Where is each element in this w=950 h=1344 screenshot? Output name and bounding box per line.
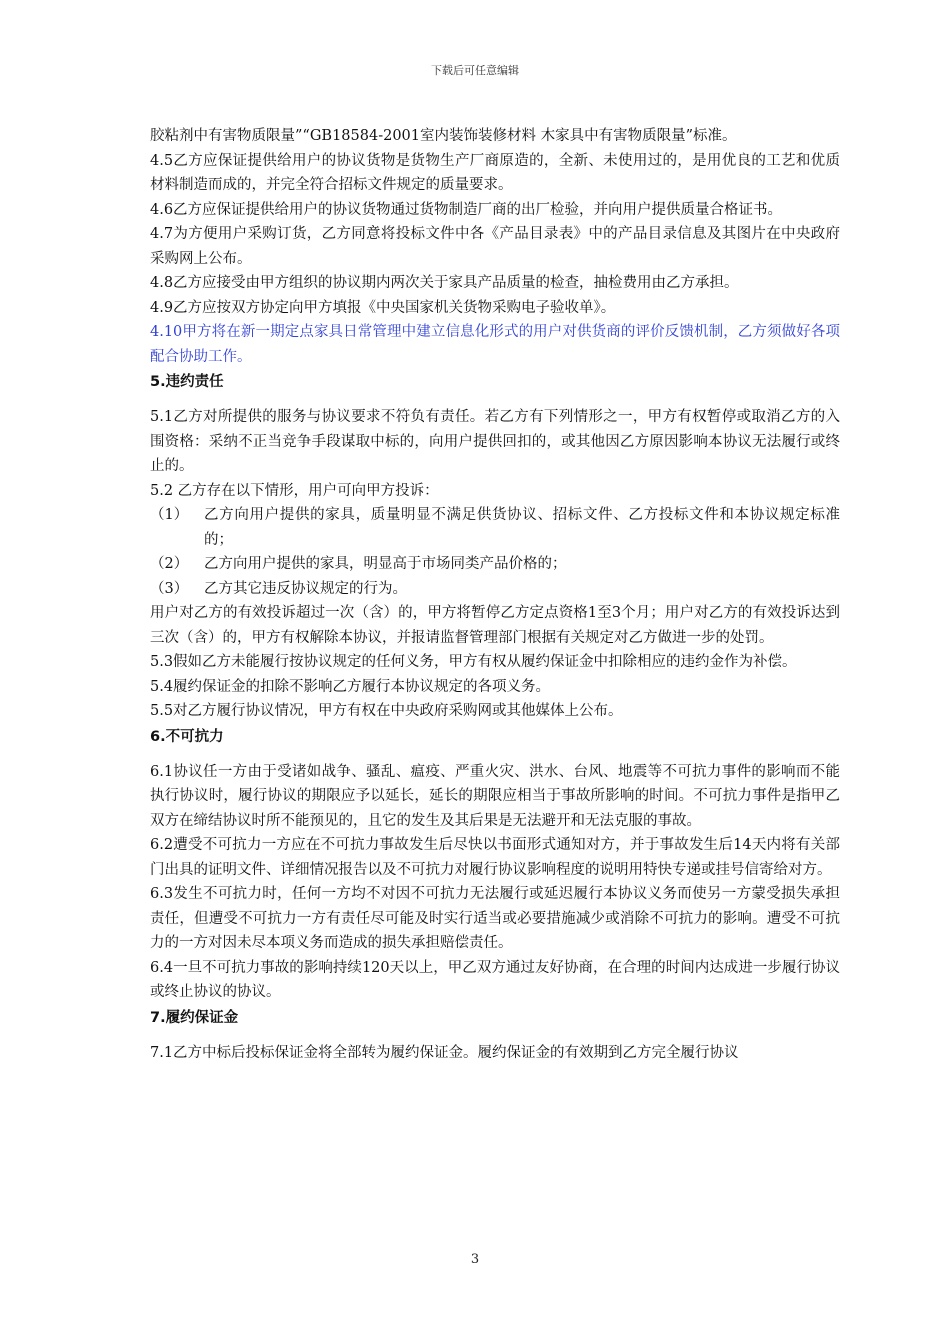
page-header: 下载后可任意编辑 [431,64,519,77]
list-item-text: 乙方向用户提供的家具，明显高于市场同类产品价格的； [204,556,567,572]
section-heading-5: 5.违约责任 [150,374,224,390]
paragraph-4-7: 4.7为方便用户采购订货，乙方同意将投标文件中各《产品目录表》中的产品目录信息及其图片在中央政府采购网上公布。 [150,226,840,267]
paragraph-4-10: 4.10甲方将在新一期定点家具日常管理中建立信息化形式的用户对供货商的评价反馈机制，乙方须做好各项配合协助工作。 [150,324,840,365]
paragraph: 胶粘剂中有害物质限量”“GB18584-2001室内装饰装修材料 木家具中有害物质限量”标准。 [150,128,737,144]
list-item [150,552,840,577]
list-item-text: 乙方向用户提供的家具，质量明显不满足供货协议、招标文件、乙方投标文件和本协议规定标准的； [204,507,840,548]
paragraph-5-1: 5.1乙方对所提供的服务与协议要求不符负有责任。若乙方有下列情形之一，甲方有权暂停或取消乙方的入围资格：采纳不正当竞争手段谋取中标的，向用户提供回扣的，或其他因乙方原因影响本协议无法履行或终止的。 [150,409,840,474]
list-item-number: （2） [150,556,189,572]
paragraph-5-5: 5.5对乙方履行协议情况，甲方有权在中央政府采购网或其他媒体上公布。 [150,703,623,719]
list-item [150,577,840,602]
section-heading-6: 6.不可抗力 [150,728,224,745]
paragraph-5-4: 5.4履约保证金的扣除不影响乙方履行本协议规定的各项义务。 [150,678,551,695]
page-number: 3 [470,1252,480,1267]
list-item-text: 乙方其它违反协议规定的行为。 [204,580,407,597]
paragraph-5-3: 5.3假如乙方未能履行按协议规定的任何义务，甲方有权从履约保证金中扣除相应的违约金作为补偿。 [150,654,797,670]
list-item [150,503,840,552]
paragraph-5-2b: 用户对乙方的有效投诉超过一次（含）的，甲方将暂停乙方定点资格1至3个月；用户对乙方的有效投诉达到三次（含）的，甲方有权解除本协议，并报请监督管理部门根据有关规定对乙方做进一步的处罚。 [150,605,840,646]
section-heading-7: 7.履约保证金 [150,1009,239,1026]
paragraph-7-1: 7.1乙方中标后投标保证金将全部转为履约保证金。履约保证金的有效期到乙方完全履行协议 [150,1044,739,1061]
paragraph-4-5: 4.5乙方应保证提供给用户的协议货物是货物生产厂商原造的，全新、未使用过的，是用优良的工艺和优质材料制造而成的，并完全符合招标文件规定的质量要求。 [150,152,840,193]
paragraph-6-1: 6.1协议任一方由于受诸如战争、骚乱、瘟疫、严重火灾、洪水、台风、地震等不可抗力事件的影响而不能执行协议时，履行协议的期限应予以延长，延长的期限应相当于事故所影响的时间。不可抗力事件是指甲乙双方在缔结协议时所不能预见的，且它的发生及其后果是无法避开和无法克服的事故。 [150,763,840,829]
paragraph-6-2: 6.2遭受不可抗力一方应在不可抗力事故发生后尽快以书面形式通知对方，并于事故发生后14天内将有关部门出具的证明文件、详细情况报告以及不可抗力对履行协议影响程度的说明用特快专递或挂号信寄给对方。 [150,837,840,878]
paragraph-6-3: 6.3发生不可抗力时，任何一方均不对因不可抗力无法履行或延迟履行本协议义务而使另一方蒙受损失承担责任，但遭受不可抗力一方有责任尽可能及时实行适当或必要措施减少或消除不可抗力的影响。遭受不可抗力的一方对因未尽本项义务而造成的损失承担赔偿责任。 [150,886,840,951]
paragraph-6-4: 6.4一旦不可抗力事故的影响持续120天以上，甲乙双方通过友好协商，在合理的时间内达成进一步履行协议或终止协议的协议。 [150,959,840,1000]
paragraph-5-2: 5.2 乙方存在以下情形，用户可向甲方投诉： [150,482,439,499]
document-body [150,124,840,1065]
list-item-number: （3） [150,580,189,597]
list-item-number: （1） [150,507,189,523]
paragraph-4-6: 4.6乙方应保证提供给用户的协议货物通过货物制造厂商的出厂检验，并向用户提供质量合格证书。 [150,201,783,218]
paragraph-4-9: 4.9乙方应按双方协定向甲方填报《中央国家机关货物采购电子验收单》。 [150,299,616,316]
paragraph-4-8: 4.8乙方应接受由甲方组织的协议期内两次关于家具产品质量的检查，抽检费用由乙方承担。 [150,275,739,291]
